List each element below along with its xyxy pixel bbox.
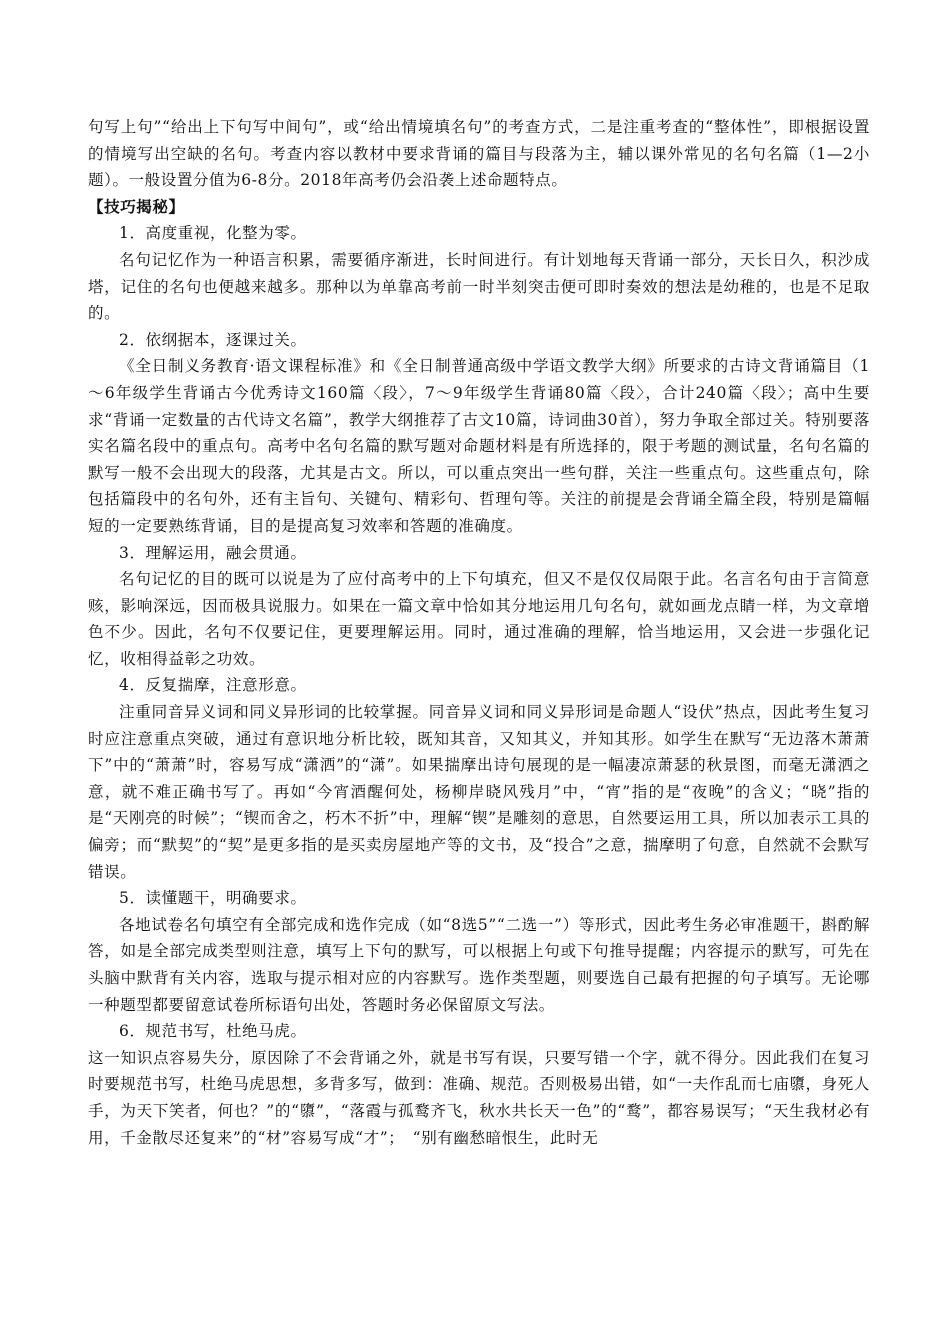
tip-5-body: 各地试卷名句填空有全部完成和选作完成（如“8选5”“二选一”）等形式，因此考生务必审准题干，斟酌解答，如是全部完成类型则注意，填写上下句的默写，可以根据上句或下句推导提醒；内容提示的默写，可先在头脑中默背有关内容，选取与提示相对应的内容默写。选作类型题，则要选自己最有把握的句子填写。无论哪一种题型都要留意试卷所标语句出处，答题时务必保留原文写法。 [88, 915, 870, 1014]
tip-4-body: 注重同音异义词和同义异形词的比较掌握。同音异义词和同义异形词是命题人“设伏”热点，因此考生复习时应注意重点突破，通过有意识地分析比较，既知其音，又知其义，并知其形。如学生在默写“无边落木萧萧下”中的“萧萧”时，容易写成“潇洒”的“潇”。如果揣摩出诗句展现的是一幅凄凉萧瑟的秋景图，而毫无潇洒之意，就不难正确书写了。再如“今宵酒醒何处，杨柳岸晓风残月”中，“宵”指的是“夜晚”的含义；“晓”指的是“天刚亮的时候”；“锲而舍之，朽木不折”中，理解“锲”是雕刻的意思，自然要运用工具，所以加表示工具的偏旁；而“默契”的“契”是更多指的是买卖房屋地产等的文书，及“投合”之意，揣摩明了句意，自然就不会默写错误。 [88, 703, 870, 881]
tip-4-title: 4．反复揣摩，注意形意。 [119, 676, 307, 695]
intro-paragraph: 句写上句”“给出上下句写中间句”，或“给出情境填名句”的考查方式，二是注重考查的“整体性”，即根据设置的情境写出空缺的名句。考查内容以教材中要求背诵的篇目与段落为主，辅以课外常见的名句名篇（1—2小题）。一般设置分值为6-8分。2018年高考仍会沿袭上述命题特点。 [88, 118, 870, 190]
tip-5-title: 5．读懂题干，明确要求。 [119, 889, 307, 908]
tip-6-body: 这一知识点容易失分，原因除了不会背诵之外，就是书写有误，只要写错一个字，就不得分。因此我们在复习时要规范书写，杜绝马虎思想，多背多写，做到：准确、规范。否则极易出错，如“一夫作乱而七庙隳，身死人手，为天下笑者，何也？”的“隳”，“落霞与孤鹜齐飞，秋水共长天一色”的“鹜”，都容易误写；“天生我材必有用，千金散尽还复来”的“材”容易写成“才”； “别有幽愁暗恨生，此时无 [88, 1048, 870, 1147]
document-page [88, 114, 870, 1151]
tip-3-title: 3．理解运用，融会贯通。 [119, 543, 307, 562]
tip-2-title: 2．依纲据本，逐课过关。 [119, 330, 307, 349]
tip-3-body: 名句记忆的目的既可以说是为了应付高考中的上下句填充，但又不是仅仅局限于此。名言名句由于言简意赅，影响深远，因而极具说服力。如果在一篇文章中恰如其分地运用几句名句，就如画龙点睛一样，为文章增色不少。因此，名句不仅要记住，更要理解运用。同时，通过准确的理解，恰当地运用，又会进一步强化记忆，收相得益彰之功效。 [88, 570, 870, 668]
tip-1-title: 1．高度重视，化整为零。 [119, 224, 307, 243]
section-heading: 【技巧揭秘】 [88, 196, 185, 216]
tip-2-body: 《全日制义务教育·语文课程标准》和《全日制普通高级中学语文教学大纲》所要求的古诗文背诵篇目（1～6年级学生背诵古今优秀诗文160篇〈段〉，7～9年级学生背诵80篇〈段〉，合计240篇〈段〉；高中生要求“背诵一定数量的古代诗文名篇”，教学大纲推荐了古文10篇，诗词曲30首），努力争取全部过关。特别要落实名篇名段中的重点句。高考中名句名篇的默写题对命题材料是有所选择的，限于考题的测试量，名句名篇的默写一般不会出现大的段落，尤其是古文。所以，可以重点突出一些句群，关注一些重点句。这些重点句，除包括篇段中的名句外，还有主旨句、关键句、精彩句、哲理句等。关注的前提是会背诵全篇全段，特别是篇幅短的一定要熟练背诵，目的是提高复习效率和答题的准确度。 [88, 357, 870, 535]
tip-1-body: 名句记忆作为一种语言积累，需要循序渐进，长时间进行。有计划地每天背诵一部分，天长日久，积沙成塔，记住的名句也便越来越多。那种以为单靠高考前一时半刻突击便可即时奏效的想法是幼稚的，也是不足取的。 [88, 250, 870, 323]
tip-6-title: 6．规范书写，杜绝马虎。 [119, 1022, 307, 1041]
